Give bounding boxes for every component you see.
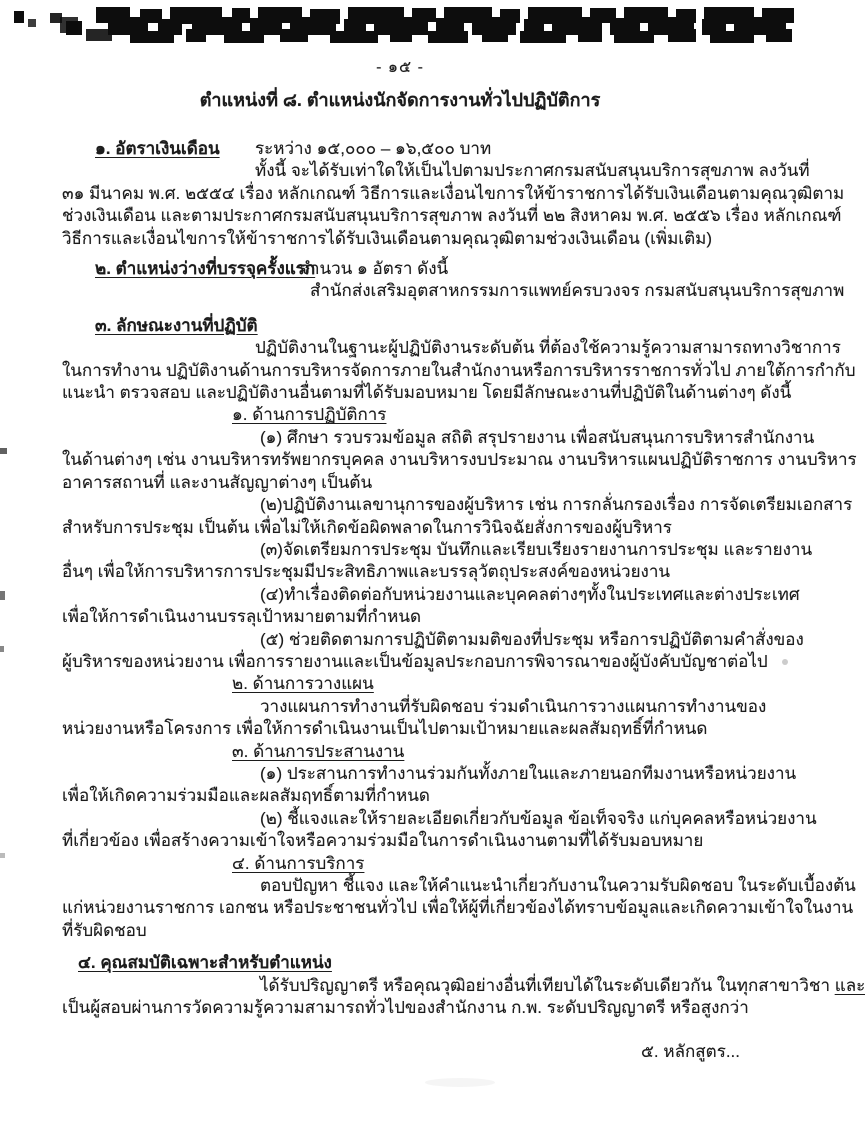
salary-body-line: ๓๑ มีนาคม พ.ศ. ๒๕๕๔ เรื่อง หลักเกณฑ์ วิธีการและเงื่อนไขการให้ข้าราชการได้รับเงินเดือนตามคุณวุฒิตาม bbox=[62, 183, 845, 203]
salary-range-value: ระหว่าง ๑๕,๐๐๐ – ๑๖,๕๐๐ บาท bbox=[255, 139, 492, 158]
duties-line: (๒) ชี้แจงและให้รายละเอียดเกี่ยวกับข้อมูล ข้อเท็จจริง แก่บุคคลหรือหน่วยงาน bbox=[260, 808, 817, 828]
duties-line: ที่เกี่ยวข้อง เพื่อสร้างความเข้าใจหรือความร่วมมือในการดำเนินงานตามที่ได้รับมอบหมาย bbox=[62, 831, 704, 851]
duties-line: เพื่อให้การดำเนินงานบรรลุเป้าหมายตามที่กำหนด bbox=[62, 607, 422, 627]
duties-coordination-subheading bbox=[0, 741, 800, 763]
duties-line: สำหรับการประชุม เป็นต้น เพื่อไม่ให้เกิดข้อผิดพลาดในการวินิจฉัยสั่งการของผู้บริหาร bbox=[62, 517, 672, 537]
duties-planning-subheading-label: ๒. ด้านการวางแผน bbox=[232, 674, 374, 694]
qualification-line bbox=[0, 975, 865, 997]
qualification-line: เป็นผู้สอบผ่านการวัดความรู้ความสามารถทั่วไปของสำนักงาน ก.พ. ระดับปริญญาตรี หรือสูงกว่า bbox=[62, 998, 749, 1018]
faint-smudge bbox=[425, 1078, 495, 1087]
salary-heading-row bbox=[0, 138, 800, 160]
duties-operations-subheading bbox=[0, 404, 800, 426]
document-title: ตำแหน่งที่ ๘. ตำแหน่งนักจัดการงานทั่วไปปฏิบัติการ bbox=[199, 90, 601, 110]
vacancy-unit-line: สำนักส่งเสริมอุตสาหกรรมการแพทย์ครบวงจร กรมสนับสนุนบริการสุขภาพ bbox=[310, 281, 845, 301]
duties-heading-row bbox=[0, 315, 800, 337]
duties-coordination-subheading-label: ๓. ด้านการประสานงาน bbox=[232, 741, 405, 761]
duties-line: อื่นๆ เพื่อให้การบริหารการประชุมมีประสิทธิภาพและบรรลุวัตถุประสงค์ของหน่วยงาน bbox=[62, 562, 671, 582]
duties-section-heading: ๓. ลักษณะงานที่ปฏิบัติ bbox=[95, 315, 258, 335]
duties-line: (๑) ประสานการทำงานร่วมกันทั้งภายในและภายนอกทีมงานหรือหน่วยงาน bbox=[260, 763, 797, 783]
duties-line: (๑) ศึกษา รวบรวมข้อมูล สถิติ สรุปรายงาน เพื่อสนับสนุนการบริหารสำนักงาน bbox=[260, 427, 815, 447]
duties-service-subheading bbox=[0, 853, 800, 875]
duties-intro-line: แนะนำ ตรวจสอบ และปฏิบัติงานอื่นตามที่ได้รับมอบหมาย โดยมีลักษณะงานที่ปฏิบัติในด้านต่างๆ ดังนี้ bbox=[62, 383, 792, 403]
salary-body-line: ทั้งนี้ จะได้รับเท่าใดให้เป็นไปตามประกาศกรมสนับสนุนบริการสุขภาพ ลงวันที่ bbox=[255, 161, 810, 181]
salary-section-heading: ๑. อัตราเงินเดือน bbox=[95, 139, 220, 158]
duties-line: หน่วยงานหรือโครงการ เพื่อให้การดำเนินงานเป็นไปตามเป้าหมายและผลสัมฤทธิ์ที่กำหนด bbox=[62, 719, 708, 739]
qualification-line-text: ได้รับปริญญาตรี หรือคุณวุฒิอย่างอื่นที่เทียบได้ในระดับเดียวกัน ในทุกสาขาวิชา bbox=[260, 975, 835, 995]
duties-line: (๔)ทำเรื่องติดต่อกับหน่วยงานและบุคคลต่างๆทั้งในประเทศและต่างประเทศ bbox=[260, 584, 800, 604]
qualification-underlined-word: และ bbox=[834, 975, 865, 995]
salary-body-line: ช่วงเงินเดือน และตามประกาศกรมสนับสนุนบริการสุขภาพ ลงวันที่ ๒๒ สิงหาคม พ.ศ. ๒๕๕๖ เรื่อง หลักเกณฑ์ bbox=[62, 206, 842, 226]
qualification-heading-row bbox=[0, 952, 800, 974]
duties-service-subheading-label: ๔. ด้านการบริการ bbox=[232, 853, 365, 873]
duties-intro-line: ปฏิบัติงานในฐานะผู้ปฏิบัติงานระดับต้น ที่ต้องใช้ความรู้ความสามารถทางวิชาการ bbox=[255, 338, 841, 358]
duties-line: เพื่อให้เกิดความร่วมมือและผลสัมฤทธิ์ตามที่กำหนด bbox=[62, 786, 430, 806]
page-number: - ๑๕ - bbox=[376, 59, 424, 76]
duties-line: ผู้บริหารของหน่วยงาน เพื่อการรายงานและเป็นข้อมูลประกอบการพิจารณาของผู้บังคับบัญชาต่อไป bbox=[62, 651, 768, 671]
duties-line: อาคารสถานที่ และงานสัญญาต่างๆ เป็นต้น bbox=[62, 472, 373, 492]
duties-line: แก่หน่วยงานราชการ เอกชน หรือประชาชนทั่วไป เพื่อให้ผู้ที่เกี่ยวข้องได้ทราบข้อมูลและเกิดความเข้าใจในงาน bbox=[62, 898, 854, 918]
vacancy-section-heading: ๒. ตำแหน่งว่างที่บรรจุครั้งแรก bbox=[95, 259, 316, 279]
duties-line: ตอบปัญหา ชี้แจง และให้คำแนะนำเกี่ยวกับงานในความรับผิดชอบ ในระดับเบื้องต้น bbox=[260, 876, 856, 895]
duties-line: (๓)จัดเตรียมการประชุม บันทึกและเรียบเรียงรายงานการประชุม และรายงาน bbox=[260, 539, 813, 559]
duties-line: ที่รับผิดชอบ bbox=[62, 920, 147, 940]
continuation-note: ๕. หลักสูตร... bbox=[641, 1042, 740, 1061]
duties-planning-subheading bbox=[0, 673, 800, 695]
duties-intro-line: ในการทำงาน ปฏิบัติงานด้านการบริหารจัดการภายในสำนักงานหรือการบริหารราชการทั่วไป ภายใต้การกำกับ bbox=[62, 360, 856, 380]
vacancy-heading-row bbox=[0, 258, 800, 280]
duties-line: วางแผนการทำงานที่รับผิดชอบ ร่วมดำเนินการวางแผนการทำงานของ bbox=[260, 696, 767, 716]
duties-line: ในด้านต่างๆ เช่น งานบริหารทรัพยากรบุคคล งานบริหารงบประมาณ งานบริหารแผนปฏิบัติราชการ งานบริหาร bbox=[62, 450, 857, 470]
duties-line: (๒)ปฏิบัติงานเลขานุการของผู้บริหาร เช่น การกลั่นกรองเรื่อง การจัดเตรียมเอกสาร bbox=[260, 495, 853, 515]
vacancy-count: จำนวน ๑ อัตรา ดังนี้ bbox=[300, 259, 449, 279]
salary-body-line: วิธีการและเงื่อนไขการให้ข้าราชการได้รับเงินเดือนตามคุณวุฒิตามช่วงเงินเดือน (เพิ่มเติม) bbox=[62, 228, 713, 248]
duties-operations-subheading-label: ๑. ด้านการปฏิบัติการ bbox=[232, 405, 387, 425]
qualification-section-heading: ๔. คุณสมบัติเฉพาะสำหรับตำแหน่ง bbox=[78, 953, 332, 973]
duties-line: (๕) ช่วยติดตามการปฏิบัติตามมติของที่ประชุม หรือการปฏิบัติตามคำสั่งของ bbox=[260, 629, 804, 649]
